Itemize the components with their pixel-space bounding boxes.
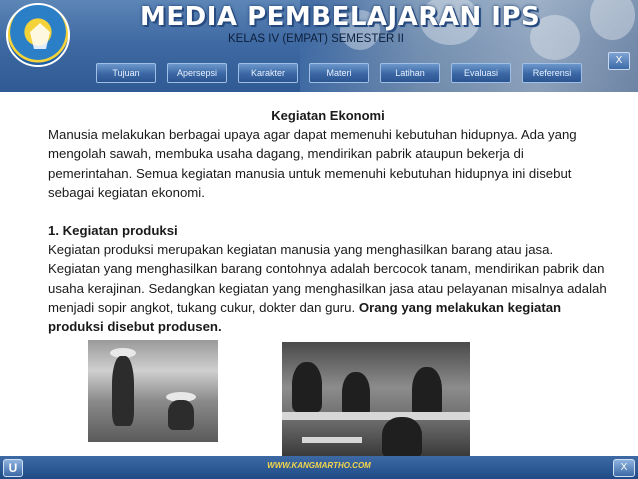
nav-latihan-button[interactable]: Latihan bbox=[380, 63, 440, 83]
nav-karakter-button[interactable]: Karakter bbox=[238, 63, 298, 83]
close-button[interactable]: X bbox=[608, 52, 630, 70]
nav-tujuan-button[interactable]: Tujuan bbox=[96, 63, 156, 83]
page-subtitle: KELAS IV (EMPAT) SEMESTER II bbox=[228, 33, 404, 45]
nav-bar bbox=[96, 63, 582, 83]
section-bold-text: Orang yang melakukan kegiatan produksi disebut produsen. bbox=[48, 299, 562, 335]
header-banner bbox=[0, 0, 638, 92]
footer-close-button[interactable]: X bbox=[613, 459, 635, 477]
section-title: 1. Kegiatan produksi bbox=[48, 223, 178, 239]
farming-photo bbox=[88, 340, 218, 442]
nav-apersepsi-button[interactable]: Apersepsi bbox=[167, 63, 227, 83]
page-title: MEDIA PEMBELAJARAN IPS bbox=[140, 2, 541, 32]
nav-materi-button[interactable]: Materi bbox=[309, 63, 369, 83]
content-heading: Kegiatan Ekonomi bbox=[271, 108, 385, 123]
factory-photo bbox=[282, 342, 470, 456]
nav-evaluasi-button[interactable]: Evaluasi bbox=[451, 63, 511, 83]
footer-bar bbox=[0, 456, 638, 479]
nav-referensi-button[interactable]: Referensi bbox=[522, 63, 582, 83]
section-text: Kegiatan produksi merupakan kegiatan manusia yang menghasilkan barang atau jasa. Kegiatan yang menghasilkan barang contohnya adalah bercocok tanam, mendirikan pabrik dan usaha kerajinan. Sedangkan kegiatan yang menghasilkan jasa atau pelayanan misalnya adalah menjadi sopir angkot, tukang cukur, dokter dan guru. bbox=[48, 242, 607, 315]
section-paragraph bbox=[48, 240, 608, 336]
footer-url[interactable]: WWW.KANGMARTHO.COM bbox=[267, 461, 371, 470]
footer-left-button[interactable]: U bbox=[3, 459, 23, 477]
content-area bbox=[48, 106, 608, 336]
tut-wuri-handayani-logo-icon bbox=[6, 3, 70, 67]
intro-paragraph: Manusia melakukan berbagai upaya agar dapat memenuhi kebutuhan hidupnya. Ada yang mengolah sawah, membuka usaha dagang, mendirikan pabrik ataupun bekerja di pemerintahan. Semua kegiatan manusia untuk memenuhi kebutuhan hidupnya ini disebut sebagai kegiatan ekonomi. bbox=[48, 127, 577, 200]
